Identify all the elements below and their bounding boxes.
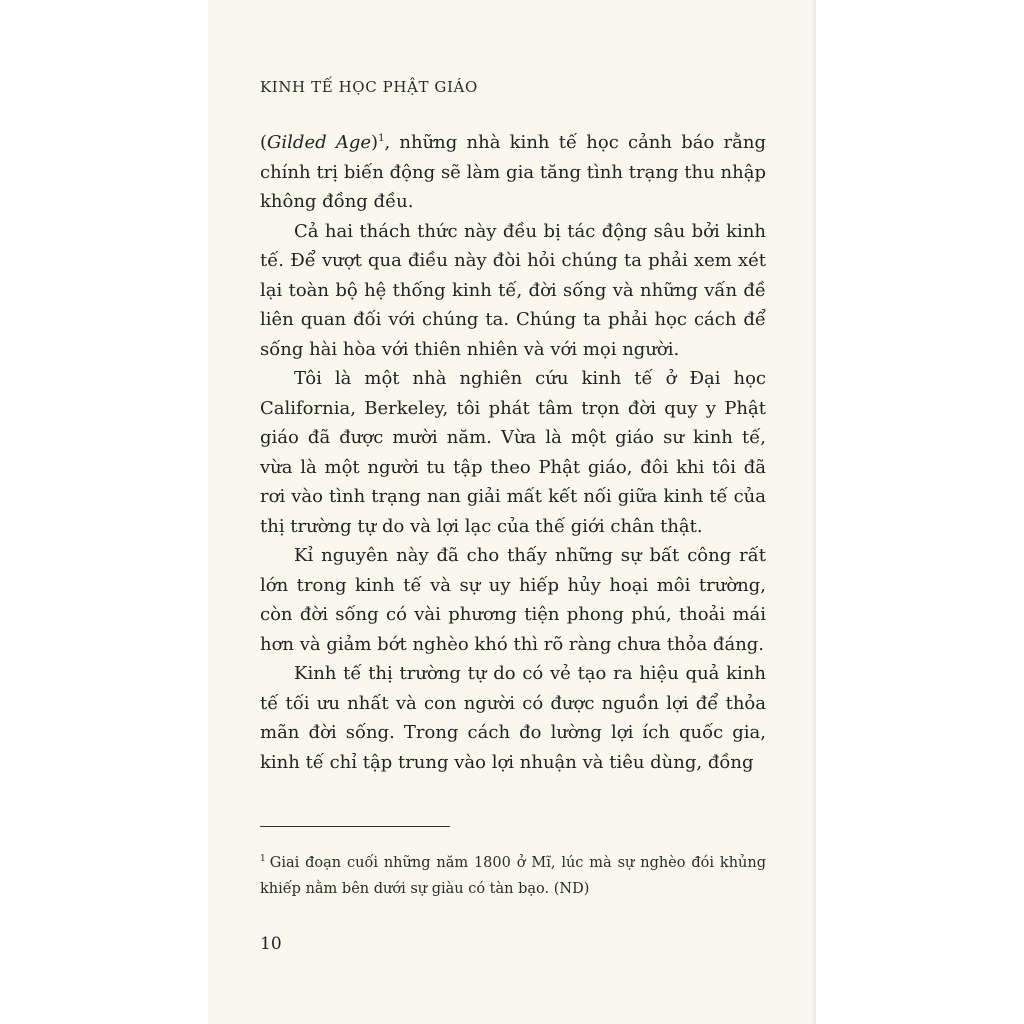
paragraph-5: Kinh tế thị trường tự do có vẻ tạo ra hiệu quả kinh tế tối ưu nhất và con người có được nguồn lợi để thỏa mãn đời sống. Trong cách đo lường lợi ích quốc gia, kinh tế chỉ tập trung vào lợi nhuận và tiêu dùng, đồng xyxy=(260,663,766,773)
book-page xyxy=(208,0,816,1024)
page-edge-shadow xyxy=(810,0,816,1024)
body-text xyxy=(260,128,766,777)
footnote-reference[interactable]: 1 xyxy=(378,133,385,144)
footnote xyxy=(260,850,766,902)
paragraph-3: Tôi là một nhà nghiên cứu kinh tế ở Đại học California, Berkeley, tôi phát tâm trọn đời quy y Phật giáo đã được mười năm. Vừa là một giáo sư kinh tế, vừa là một người tu tập theo Phật giáo, đôi khi tôi đã rơi vào tình trạng nan giải mất kết nối giữa kinh tế của thị trường tự do và lợi lạc của thế giới chân thật. xyxy=(260,368,766,537)
paragraph-1: (Gilded Age)$^1$, những nhà kinh tế học cảnh báo rằng chính trị biến động sẽ làm gia tăng tình trạng thu nhập không đồng đều. xyxy=(260,132,766,212)
footnote-marker: 1 xyxy=(260,854,266,865)
running-head: KINH TẾ HỌC PHẬT GIÁO xyxy=(260,78,478,96)
footnote-divider xyxy=(260,826,450,827)
gilded-age-term: Gilded Age xyxy=(267,132,372,153)
paragraph-2: Cả hai thách thức này đều bị tác động sâu bởi kinh tế. Để vượt qua điều này đòi hỏi chúng ta phải xem xét lại toàn bộ hệ thống kinh tế, đời sống và những vấn đề liên quan đối với chúng ta. Chúng ta phải học cách để sống hài hòa với thiên nhiên và với mọi người. xyxy=(260,220,766,360)
paragraph-4: Kỉ nguyên này đã cho thấy những sự bất công rất lớn trong kinh tế và sự uy hiếp hủy hoại môi trường, còn đời sống có vài phương tiện phong phú, thoải mái hơn và giảm bớt nghèo khó thì rõ ràng chưa thỏa đáng. xyxy=(260,545,766,655)
page-number: 10 xyxy=(260,934,282,954)
paragraph-1-text: , những nhà kinh tế học cảnh báo rằng chính trị biến động sẽ làm gia tăng tình trạng thu nhập không đồng đều. xyxy=(260,132,766,212)
footnote-text: Giai đoạn cuối những năm 1800 ở Mĩ, lúc mà sự nghèo đói khủng khiếp nằm bên dưới sự giàu có tàn bạo. (ND) xyxy=(260,855,766,897)
